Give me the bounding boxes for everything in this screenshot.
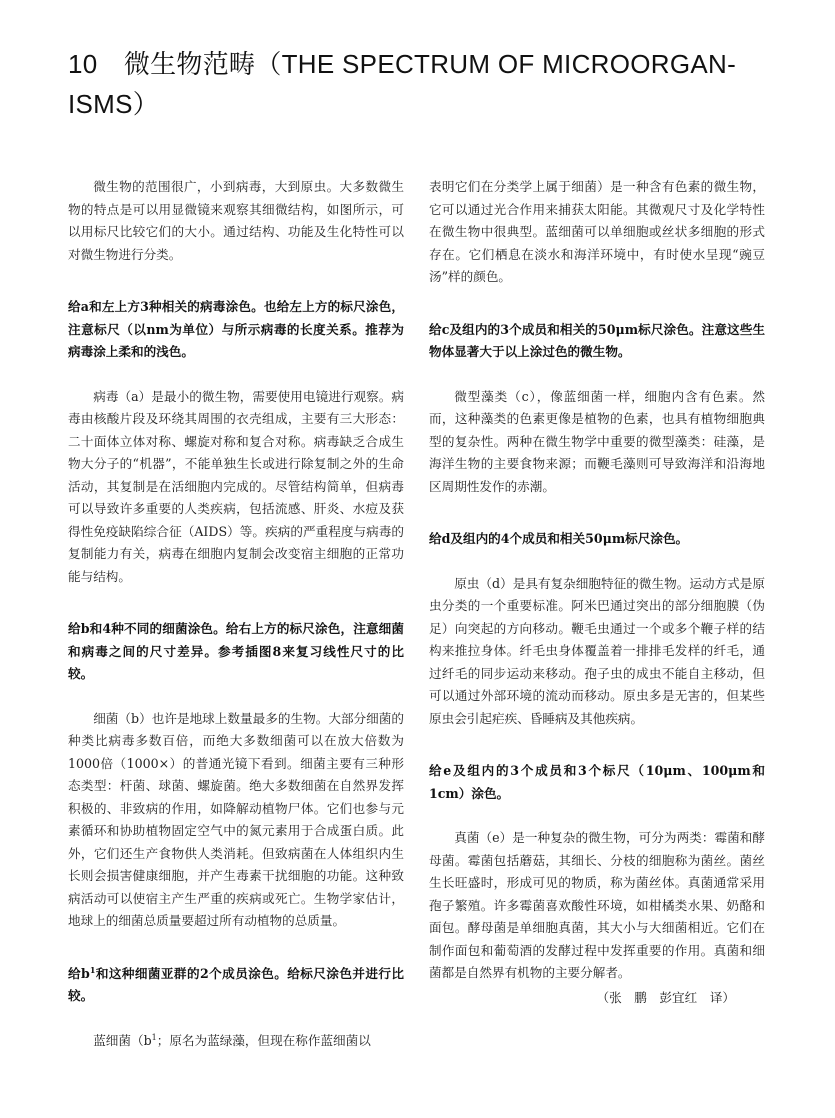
protozoa-paragraph: 原虫（d）是具有复杂细胞特征的微生物。运动方式是原虫分类的一个重要标准。阿米巴通过突出的部分细胞膜（伪足）向突起的方向移动。鞭毛虫通过一个或多个鞭子样的结构来推拉身体。纤毛虫身体覆盖着一排排毛发样的纤毛，通过纤毛的同步运动来移动。孢子虫的成虫不能自主移动，但可以通过外部环境的流动而移动。原虫多是无害的，但某些原虫会引起疟疾、昏睡病及其他疾病。: [429, 575, 765, 726]
instruction-b: 给b和4种不同的细菌涂色。给右上方的标尺涂色，注意细菌和病毒之间的尺寸差异。参考插图8来复习线性尺寸的比较。: [68, 621, 404, 681]
page-title: 10 微生物范畴（THE SPECTRUM OF MICROORGAN-ISMS）: [68, 49, 737, 119]
fungi-paragraph: 真菌（e）是一种复杂的微生物，可分为两类：霉菌和酵母菌。霉菌包括蘑菇，其细长、分枝的细胞称为菌丝。菌丝生长旺盛时，形成可见的物质，称为菌丝体。真菌通常采用孢子繁殖。许多霉菌喜欢酸性环境，如柑橘类水果、奶酪和面包。酵母菌是单细胞真菌，其大小与大细菌相近。它们在制作面包和葡萄酒的发酵过程中发挥重要的作用。真菌和细菌都是自然界有机物的主要分解者。: [429, 830, 765, 980]
instruction-b1-pre: 给b: [68, 965, 90, 981]
left-column: [68, 176, 404, 1052]
cyanobacteria-paragraph-start: [68, 1030, 404, 1053]
bacteria-paragraph: 细菌（b）也许是地球上数量最多的生物。大部分细菌的种类比病毒多数百倍，而绝大多数细菌可以在放大倍数为1000倍（1000×）的普通光镜下看到。细菌主要有三种形态类型：杆菌、球菌、螺旋菌。绝大多数细菌在自然界发挥积极的、非致病的作用，如降解动植物尸体。它们也参与元素循环和协助植物固定空气中的氮元素用于合成蛋白质。此外，它们还生产食物供人类消耗。但致病菌在人体组织内生长则会损害健康细胞，并产生毒素干扰细胞的功能。这种致病活动可以使宿主产生严重的疾病或死亡。生物学家估计，地球上的细菌总质量要超过所有动植物的总质量。: [68, 710, 404, 928]
instruction-e: 给e及组内的3个成员和3个标尺（10μm、100μm和1cm）涂色。: [429, 763, 765, 801]
translator-credit: （张 鹏 彭宜红 译）: [596, 989, 735, 1005]
cyano-pre: 蓝细菌（b: [93, 1032, 152, 1048]
cyanobacteria-paragraph-continued: 表明它们在分类学上属于细菌）是一种含有色素的微生物，它可以通过光合作用来捕获太阳能。其微观尺寸及化学特性在微生物中很典型。蓝细菌可以单细胞或丝状多细胞的形式存在。它们栖息在淡水和海洋环境中，有时使水呈现“豌豆汤”样的颜色。: [429, 179, 765, 284]
cyano-post: ；原名为蓝绿藻，但现在称作蓝细菌以: [156, 1032, 371, 1048]
instruction-c: 给c及组内的3个成员和相关的50μm标尺涂色。注意这些生物体显著大于以上涂过色的微生物。: [429, 321, 765, 359]
instruction-b1-post: 和这种细菌亚群的2个成员涂色。给标尺涂色并进行比较。: [68, 965, 404, 1003]
right-column: [429, 176, 765, 1009]
instruction-b1-sup: 1: [89, 964, 96, 975]
intro-paragraph: 微生物的范围很广，小到病毒，大到原虫。大多数微生物的特点是可以用显微镜来观察其细微结构，如图所示，可以用标尺比较它们的大小。通过结构、功能及生化特性可以对微生物进行分类。: [68, 179, 404, 262]
algae-paragraph: 微型藻类（c），像蓝细菌一样，细胞内含有色素。然而，这种藻类的色素更像是植物的色素，也具有植物细胞典型的复杂性。两种在微生物学中重要的微型藻类：硅藻，是海洋生物的主要食物来源；而鞭毛藻则可导致海洋和沿海地区周期性发作的赤潮。: [429, 388, 765, 494]
instruction-b1: [68, 963, 404, 1008]
cyano-sup: 1: [151, 1032, 157, 1042]
instruction-a: 给a和左上方3种相关的病毒涂色。也给左上方的标尺涂色，注意标尺（以nm为单位）与所示病毒的长度关系。推荐为病毒涂上柔和的浅色。: [68, 299, 404, 359]
instruction-d: 给d及组内的4个成员和相关50μm标尺涂色。: [429, 531, 689, 546]
virus-paragraph: 病毒（a）是最小的微生物，需要使用电镜进行观察。病毒由核酸片段及环绕其周围的衣壳组成，主要有三大形态：二十面体立体对称、螺旋对称和复合对称。病毒缺乏合成生物大分子的“机器”，不能单独生长或进行除复制之外的生命活动，其复制是在活细胞内完成的。尽管结构简单，但病毒可以导致许多重要的人类疾病，包括流感、肝炎、水痘及获得性免疫缺陷综合征（AIDS）等。疾病的严重程度与病毒的复制能力有关，病毒在细胞内复制会改变宿主细胞的正常功能与结构。: [68, 388, 404, 584]
